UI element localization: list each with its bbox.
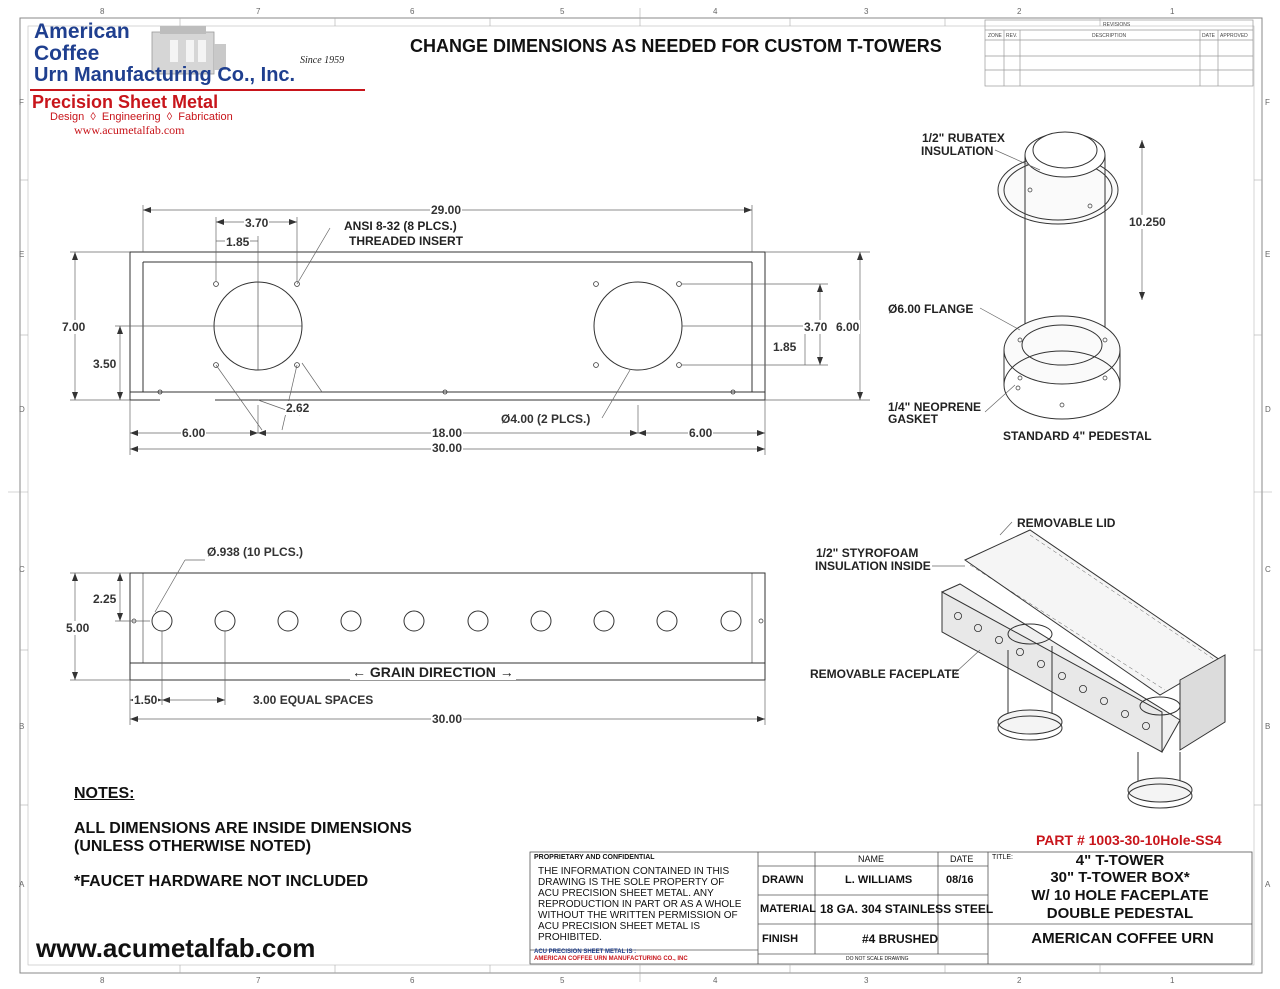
rev-col-date: DATE: [1202, 33, 1215, 39]
note-line-3: *FAUCET HARDWARE NOT INCLUDED: [74, 873, 369, 890]
faucet-hole: [278, 611, 298, 631]
iso-view: [932, 522, 1225, 808]
zone-right-c: C: [1265, 565, 1271, 574]
proprietary-line-5: WITHOUT THE WRITTEN PERMISSION OF: [538, 910, 738, 921]
rubatex-label-2: INSULATION: [921, 144, 994, 158]
pedestal-caption: STANDARD 4" PEDESTAL: [1003, 429, 1152, 443]
faucet-hole: [215, 611, 235, 631]
note-line-2: (UNLESS OTHERWISE NOTED): [74, 838, 312, 855]
faucet-hole: [721, 611, 741, 631]
gasket-label-2: GASKET: [888, 412, 939, 426]
zone-left-e: E: [19, 250, 25, 259]
dim-faceplate-width: 30.00: [432, 712, 463, 726]
footer-url[interactable]: www.acumetalfab.com: [36, 933, 316, 963]
proprietary-line-7: PROHIBITED.: [538, 932, 602, 943]
zone-left-c: C: [19, 565, 25, 574]
page-title: CHANGE DIMENSIONS AS NEEDED FOR CUSTOM T-TOWERS: [410, 36, 942, 56]
acu-line: ACU PRECISION SHEET METAL IS :: [534, 949, 637, 955]
faucet-hole: [594, 611, 614, 631]
drawn-date: 08/16: [946, 874, 974, 886]
zone-bottom-7: 7: [256, 976, 261, 985]
zone-left-f: F: [19, 98, 24, 107]
zone-bottom-8: 8: [100, 976, 105, 985]
dim-hole-dia: Ø4.00 (2 PLCS.): [501, 412, 591, 426]
styrofoam-label-1: 1/2" STYROFOAM: [816, 546, 919, 560]
logo-line-1: American: [34, 20, 130, 43]
dim-half-offset: 1.85: [226, 235, 250, 249]
zone-bottom-5: 5: [560, 976, 565, 985]
zone-top-8: 8: [100, 7, 105, 16]
finish-value: #4 BRUSHED: [862, 932, 939, 946]
title-line-2: 30" T-TOWER BOX*: [1050, 869, 1190, 886]
rev-col-rev: REV.: [1006, 33, 1018, 39]
faucet-hole: [657, 611, 677, 631]
zone-right-f: F: [1265, 98, 1270, 107]
rev-col-approved: APPROVED: [1220, 33, 1248, 39]
dim-right-h2: 6.00: [836, 320, 860, 334]
title-line-4: DOUBLE PEDESTAL: [1046, 905, 1194, 922]
note-line-1: ALL DIMENSIONS ARE INSIDE DIMENSIONS: [74, 820, 412, 837]
logo-since: Since 1959: [300, 55, 345, 66]
title-line-1: 4" T-TOWER: [1075, 852, 1165, 869]
proprietary-title: PROPRIETARY AND CONFIDENTIAL: [534, 854, 655, 861]
dim-angle: 2.62: [286, 401, 310, 415]
zone-top-5: 5: [560, 7, 565, 16]
drawn-name: L. WILLIAMS: [845, 874, 913, 886]
faucet-hole: [152, 611, 172, 631]
dim-height-outer: 7.00: [62, 320, 86, 334]
logo-url[interactable]: www.acumetalfab.com: [74, 123, 185, 137]
proprietary-line-3: ACU PRECISION SHEET METAL. ANY: [538, 888, 714, 899]
dim-pedestal-height: 10.250: [1129, 215, 1166, 229]
dim-right-h1: 3.70: [804, 320, 828, 334]
acu-company: AMERICAN COFFEE URN MANUFACTURING CO., INC: [534, 956, 688, 962]
company-name: AMERICAN COFFEE URN: [1031, 930, 1214, 947]
faucet-hole: [531, 611, 551, 631]
finish-label: FINISH: [762, 933, 799, 945]
dim-overall-width-bottom: 30.00: [432, 441, 463, 455]
zone-left-b: B: [19, 722, 25, 731]
faucet-hole: [404, 611, 424, 631]
proprietary-line-6: ACU PRECISION SHEET METAL IS: [538, 921, 701, 932]
scale-note: DO NOT SCALE DRAWING: [846, 956, 909, 962]
lid-label: REMOVABLE LID: [1017, 516, 1116, 530]
drawn-label: DRAWN: [762, 874, 804, 886]
zone-top-7: 7: [256, 7, 261, 16]
zone-top-6: 6: [410, 7, 415, 16]
styrofoam-label-2: INSULATION INSIDE: [815, 559, 931, 573]
title-line-3: W/ 10 HOLE FACEPLATE: [1031, 887, 1209, 904]
zone-left-d: D: [19, 405, 25, 414]
zone-top-4: 4: [713, 7, 718, 16]
faceplate-view: [70, 560, 765, 725]
dim-first-offset: 1.50: [134, 693, 158, 707]
material-value: 18 GA. 304 STAINLESS STEEL: [820, 902, 994, 916]
dim-center-span: 18.00: [432, 426, 463, 440]
revision-table: [985, 20, 1253, 86]
proprietary-line-1: THE INFORMATION CONTAINED IN THIS: [538, 866, 730, 877]
zone-right-b: B: [1265, 722, 1271, 731]
faceplate-holes: [152, 611, 741, 631]
proprietary-line-2: DRAWING IS THE SOLE PROPERTY OF: [538, 877, 725, 888]
insert-note-1: ANSI 8-32 (8 PLCS.): [344, 219, 457, 233]
logo-services: Design ◊ Engineering ◊ Fabrication: [50, 111, 233, 123]
dim-right-offset: 6.00: [689, 426, 713, 440]
proprietary-line-4: REPRODUCTION IN PART OR AS A WHOLE: [538, 899, 742, 910]
zone-bottom-1: 1: [1170, 976, 1175, 985]
dim-right-h3: 1.85: [773, 340, 797, 354]
zone-bottom-2: 2: [1017, 976, 1022, 985]
revisions-title: REVISIONS: [1103, 22, 1131, 28]
faucet-hole: [468, 611, 488, 631]
logo-line-2: Coffee: [34, 42, 100, 65]
rev-col-description: DESCRIPTION: [1092, 33, 1127, 39]
dim-plate-height: 5.00: [66, 621, 90, 635]
flange-label: Ø6.00 FLANGE: [888, 302, 974, 316]
zone-bottom-6: 6: [410, 976, 415, 985]
part-number: PART # 1003-30-10Hole-SS4: [1036, 832, 1222, 848]
faucet-hole: [341, 611, 361, 631]
dim-faucet-hole: Ø.938 (10 PLCS.): [207, 545, 304, 559]
dim-left-offset: 6.00: [182, 426, 206, 440]
rev-col-zone: ZONE: [988, 33, 1002, 39]
insert-note-2: THREADED INSERT: [349, 234, 464, 248]
rubatex-label-1: 1/2" RUBATEX: [922, 131, 1005, 145]
date-header: DATE: [950, 854, 974, 864]
logo-tagline: Precision Sheet Metal: [32, 92, 219, 112]
title-label: TITLE:: [992, 854, 1014, 861]
dim-hole-height: 2.25: [93, 592, 117, 606]
front-hole-right: [594, 282, 682, 370]
dim-hole-offset: 3.70: [245, 216, 269, 230]
dim-height-inner: 3.50: [93, 357, 117, 371]
zone-top-1: 1: [1170, 7, 1175, 16]
material-label: MATERIAL: [760, 903, 817, 915]
front-view: [70, 205, 870, 455]
dim-spacing: 3.00 EQUAL SPACES: [253, 693, 374, 707]
zone-top-3: 3: [864, 7, 869, 16]
grain-direction: ← GRAIN DIRECTION →: [352, 664, 514, 680]
zone-right-e: E: [1265, 250, 1271, 259]
dim-overall-width-top: 29.00: [431, 203, 462, 217]
notes-heading: NOTES:: [74, 785, 135, 802]
zone-bottom-3: 3: [864, 976, 869, 985]
zone-top-2: 2: [1017, 7, 1022, 16]
logo-line-3: Urn Manufacturing Co., Inc.: [34, 64, 296, 86]
name-header: NAME: [858, 854, 885, 864]
zone-right-d: D: [1265, 405, 1271, 414]
zone-bottom-4: 4: [713, 976, 718, 985]
gasket-label-1: 1/4" NEOPRENE: [888, 400, 982, 414]
pedestal-view: [980, 132, 1145, 419]
faceplate-label: REMOVABLE FACEPLATE: [810, 667, 960, 681]
zone-right-a: A: [1265, 880, 1271, 889]
zone-left-a: A: [19, 880, 25, 889]
